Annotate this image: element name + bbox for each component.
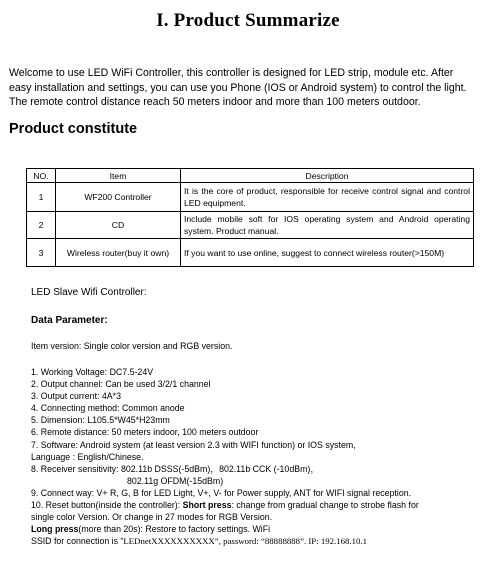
cell-no: 1 — [27, 183, 56, 212]
list-item: 5. Dimension: L105.5*W45*H23mm — [31, 415, 170, 426]
long-press-label: Long press — [31, 524, 79, 535]
ssid-prefix: SSID for connection is “ — [31, 536, 124, 547]
list-item-continuation: 802.11g OFDM(-15dBm) — [127, 475, 224, 486]
cell-no: 3 — [27, 239, 56, 267]
short-press-text: : change from gradual change to strobe flash for — [231, 500, 419, 511]
list-item-continuation: Language : English/Chinese. — [31, 451, 144, 462]
list-item-continuation — [31, 523, 491, 535]
parameter-list — [31, 366, 491, 547]
list-item-continuation — [31, 535, 491, 547]
table-header-row — [27, 169, 474, 183]
list-item: 2. Output channel: Can be used 3/2/1 channel — [31, 379, 211, 390]
product-constitute-heading: Product constitute — [9, 121, 138, 137]
list-item: 4. Connecting method: Common anode — [31, 403, 185, 414]
table-row — [27, 239, 474, 267]
list-item: 9. Connect way: V+ R, G, B for LED Light, V+, V- for Power supply, ANT for WIFI signal reception. — [31, 487, 412, 498]
list-item: 1. Working Voltage: DC7.5-24V — [31, 367, 154, 377]
column-header-no: NO. — [27, 169, 56, 183]
table-row — [27, 212, 474, 239]
ssid-value: LEDnetXXXXXXXXXX — [123, 536, 215, 547]
list-item-continuation: single color Version. Or change in 27 modes for RGB Version. — [31, 512, 273, 523]
item-version-text: Item version: Single color version and RGB version. — [31, 341, 233, 351]
cell-item: CD — [56, 212, 181, 239]
short-press-label: Short press — [182, 500, 232, 511]
reset-button-label: 10. Reset button(inside the controller): — [31, 500, 183, 511]
long-press-text: (more than 20s): Restore to factory settings. WiFi — [78, 524, 271, 535]
list-item: 8. Receiver sensitivity: 802.11b DSSS(-5dBm)，802.11b CCK (-10dBm)， — [31, 463, 320, 474]
data-parameter-heading: Data Parameter: — [31, 315, 108, 326]
password-ip-text: ”, password: “88888888”. IP: 192.168.10.1 — [214, 536, 368, 547]
cell-item: Wireless router(buy it own) — [56, 239, 181, 267]
slave-controller-title: LED Slave Wifi Controller: — [31, 287, 147, 298]
intro-line: easy installation and settings, you can use you Phone (IOS or Android system) to control the light. — [9, 81, 467, 94]
list-item: 7. Software: Android system (at least version 2.3 with WIFI function) or IOS system, — [31, 439, 356, 450]
column-header-item: Item — [56, 169, 181, 183]
product-constitute-table — [26, 168, 474, 267]
column-header-description: Description — [181, 169, 474, 183]
cell-description: Include mobile soft for IOS operating system and Android operating system. Product manual. — [181, 212, 474, 239]
cell-description: It is the core of product, responsible for receive control signal and control LED equipment. — [181, 183, 474, 212]
intro-line: Welcome to use LED WiFi Controller, this controller is designed for LED strip, module etc. After — [9, 67, 454, 79]
cell-no: 2 — [27, 212, 56, 239]
intro-paragraph — [9, 66, 491, 110]
table-row — [27, 183, 474, 212]
intro-line: The remote control distance reach 50 meters indoor and more than 100 meters outdoor. — [9, 96, 421, 108]
cell-item: WF200 Controller — [56, 183, 181, 212]
list-item: 6. Remote distance: 50 meters indoor, 100 meters outdoor — [31, 427, 259, 438]
list-item — [31, 499, 491, 511]
list-item: 3. Output current: 4A*3 — [31, 391, 121, 402]
page-title: I. Product Summarize — [156, 10, 340, 31]
cell-description: If you want to use online, suggest to connect wireless router(>150M) — [181, 239, 474, 267]
